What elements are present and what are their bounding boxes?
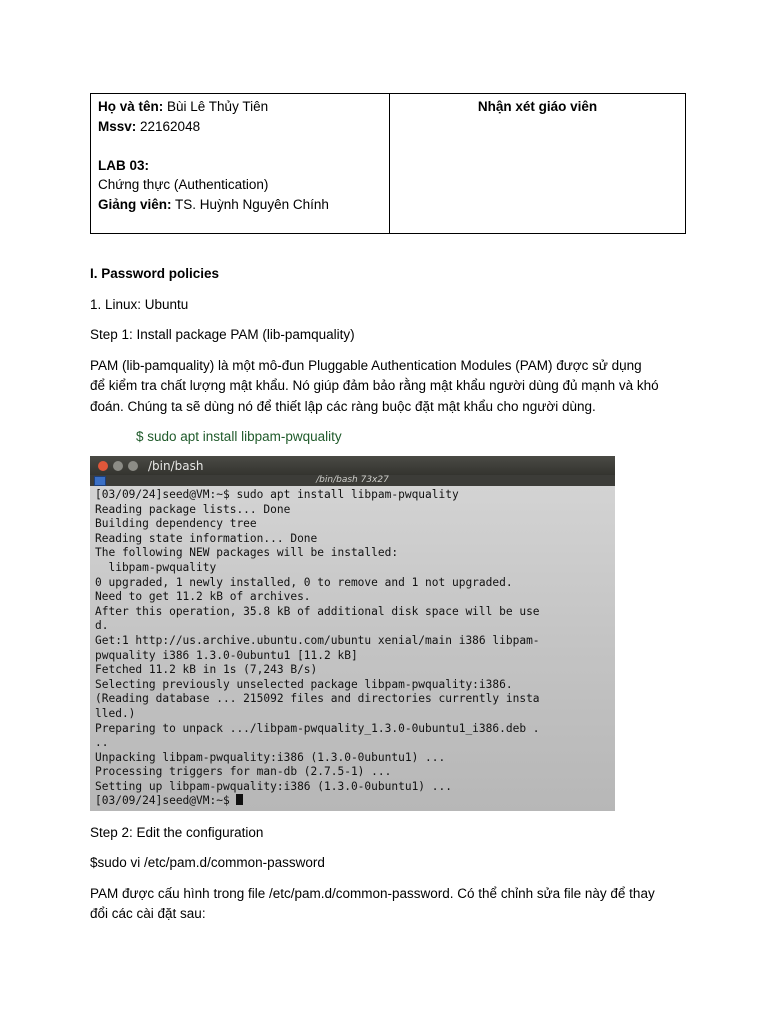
install-command: $ sudo apt install libpam-pwquality — [136, 429, 342, 444]
lab-label: LAB 03: — [98, 157, 150, 173]
minimize-icon — [113, 461, 123, 471]
terminal-screenshot — [90, 456, 615, 811]
subsection-heading: 1. Linux: Ubuntu — [90, 297, 189, 312]
terminal-line: .. — [95, 736, 109, 750]
terminal-line: Need to get 11.2 kB of archives. — [95, 590, 311, 604]
terminal-prompt: [03/09/24]seed@VM:~$ — [95, 794, 237, 808]
terminal-line: Setting up libpam-pwquality:i386 (1.3.0-0ubuntu1) ... — [95, 779, 452, 793]
name-label: Họ và tên: — [98, 99, 164, 114]
lab-title: Chứng thực (Authentication) — [98, 177, 269, 192]
terminal-line: (Reading database ... 215092 files and directories currently insta — [95, 692, 540, 706]
comment-heading: Nhận xét giáo viên — [477, 99, 598, 114]
terminal-line: Fetched 11.2 kB in 1s (7,243 B/s) — [95, 663, 318, 677]
terminal-window-title: /bin/bash — [148, 458, 204, 473]
teacher-value: TS. Huỳnh Nguyên Chính — [171, 196, 329, 212]
terminal-line: Reading package lists... Done — [95, 502, 291, 516]
mssv-label: Mssv: — [98, 118, 137, 134]
terminal-line: Unpacking libpam-pwquality:i386 (1.3.0-0ubuntu1) ... — [95, 750, 446, 764]
terminal-line: 0 upgraded, 1 newly installed, 0 to remove and 1 not upgraded. — [95, 575, 513, 589]
mssv-value: 22162048 — [136, 118, 201, 134]
terminal-line: Processing triggers for man-db (2.7.5-1) ... — [95, 765, 392, 779]
cursor-icon — [236, 794, 243, 805]
section-heading: I. Password policies — [90, 266, 220, 281]
terminal-tab-title: /bin/bash 73x27 — [316, 475, 389, 485]
terminal-line: libpam-pwquality — [95, 560, 217, 574]
edit-command: $sudo vi /etc/pam.d/common-password — [90, 855, 325, 870]
config-description-line-2: đổi các cài đặt sau: — [90, 906, 206, 921]
terminal-line: d. — [95, 619, 109, 633]
terminal-line: lled.) — [95, 706, 136, 720]
close-icon — [98, 461, 108, 471]
header-table — [90, 93, 686, 234]
terminal-titlebar — [90, 456, 615, 475]
step2-heading: Step 2: Edit the configuration — [90, 825, 264, 840]
student-info-cell — [91, 94, 390, 234]
name-value: Bùi Lê Thủy Tiên — [163, 99, 269, 114]
terminal-line: Selecting previously unselected package libpam-pwquality:i386. — [95, 677, 513, 691]
maximize-icon — [128, 461, 138, 471]
terminal-line: Preparing to unpack .../libpam-pwquality_1.3.0-0ubuntu1_i386.deb . — [95, 721, 540, 735]
description-line-1: PAM (lib-pamquality) là một mô-đun Pluggable Authentication Modules (PAM) được sử dụng — [90, 358, 642, 373]
terminal-prompt-line — [95, 794, 610, 809]
description-line-2: để kiểm tra chất lượng mật khẩu. Nó giúp đảm bảo rằng mật khẩu người dùng đủ mạnh và khó — [90, 378, 659, 393]
terminal-line: [03/09/24]seed@VM:~$ sudo apt install libpam-pwquality — [95, 488, 459, 501]
terminal-tabbar — [90, 475, 615, 486]
terminal-line: Building dependency tree — [95, 517, 257, 531]
terminal-line: pwquality i386 1.3.0-0ubuntu1 [11.2 kB] — [95, 648, 358, 662]
terminal-line: After this operation, 35.8 kB of additional disk space will be use — [95, 604, 540, 618]
config-description-line-1: PAM được cấu hình trong file /etc/pam.d/common-password. Có thể chỉnh sửa file này để thay — [90, 886, 655, 901]
step1-heading: Step 1: Install package PAM (lib-pamquality) — [90, 327, 355, 342]
terminal-line: The following NEW packages will be installed: — [95, 546, 399, 560]
teacher-label: Giảng viên: — [98, 196, 172, 212]
teacher-comment-cell — [390, 94, 686, 234]
terminal-line: Get:1 http://us.archive.ubuntu.com/ubuntu xenial/main i386 libpam- — [95, 633, 540, 647]
terminal-output — [90, 486, 615, 811]
description-line-3: đoán. Chúng ta sẽ dùng nó để thiết lập các ràng buộc đặt mật khẩu cho người dùng. — [90, 399, 596, 414]
terminal-line: Reading state information... Done — [95, 531, 318, 545]
